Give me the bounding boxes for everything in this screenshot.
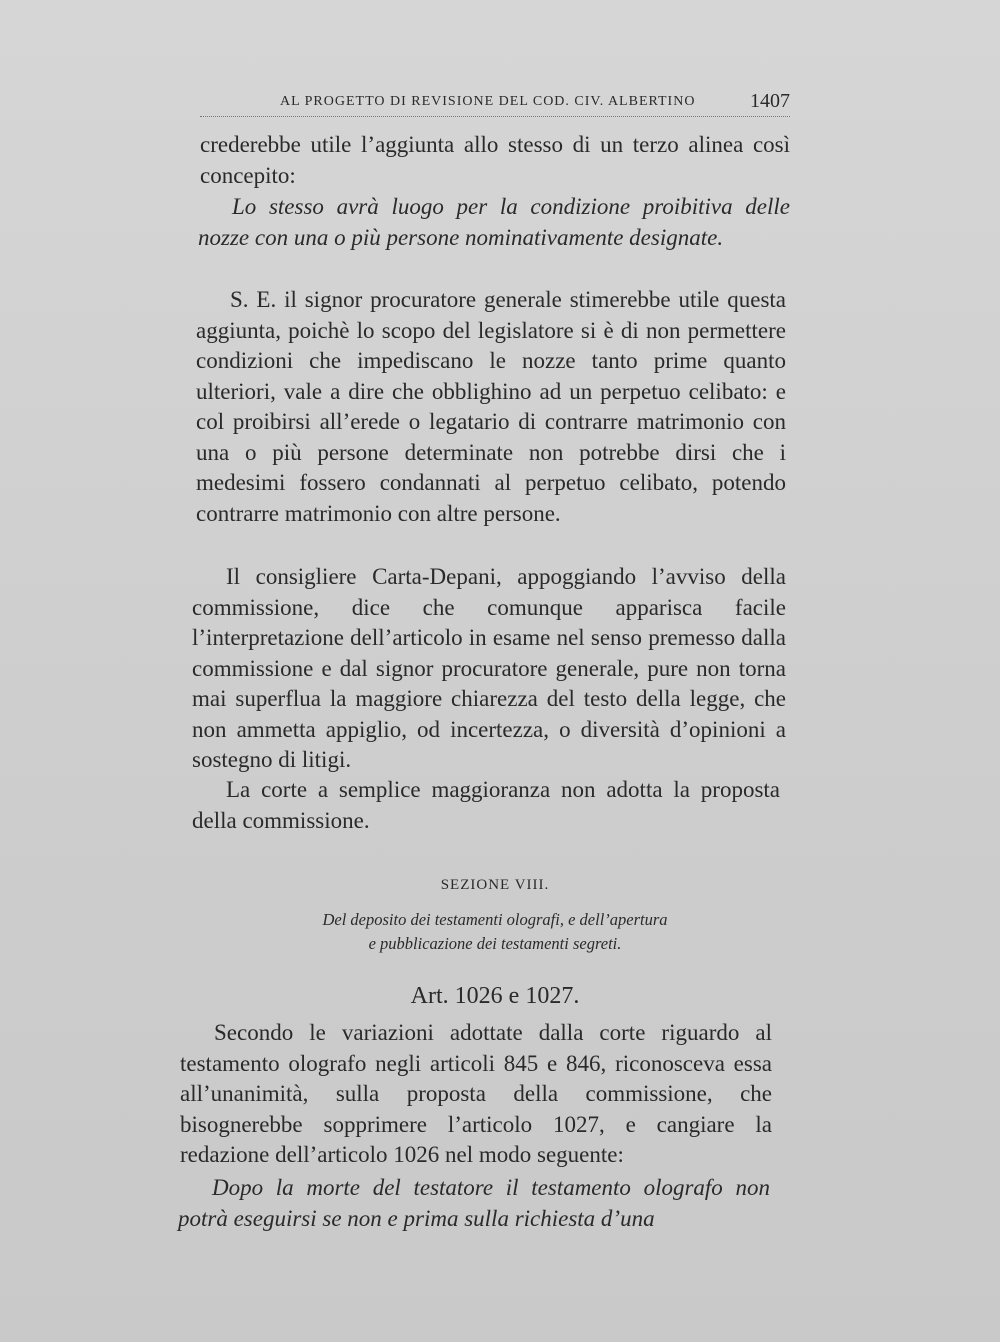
section-title: SEZIONE VIII. bbox=[440, 877, 550, 893]
section-subtitle bbox=[195, 908, 795, 956]
paragraph-carta-depani: Il consigliere Carta-Depani, appoggiando l’avviso della commissione, dice che comunque apparisca facile l’interpretazione dell’articolo in esame nel senso premesso dalla commissione e dal signor procuratore generale, pure non torna mai superflua la maggiore chiarezza del testo della legge, che non ammetta appiglio, od incertezza, o diversità d’opinioni a sostegno di litigi. bbox=[192, 564, 786, 772]
page-number: 1407 bbox=[750, 90, 790, 112]
running-header bbox=[200, 92, 790, 117]
section-subtitle-line2: e pubblicazione dei testamenti segreti. bbox=[368, 934, 622, 953]
article-heading: Art. 1026 e 1027. bbox=[410, 983, 580, 1009]
section-subtitle-line1: Del deposito dei testamenti olografi, e dell’apertura bbox=[322, 910, 668, 929]
running-title: AL PROGETTO DI REVISIONE DEL COD. CIV. ALBERTINO bbox=[280, 94, 696, 109]
paragraph-vote: La corte a semplice maggioranza non adotta la proposta della commissione. bbox=[192, 777, 780, 833]
paragraph-procuratore: S. E. il signor procuratore generale stimerebbe utile questa aggiunta, poichè lo scopo del legislatore si è di non permettere condizioni che impediscano le nozze tanto prime quanto ulteriori, vale a dire che obblighino ad un perpetuo celibato: e col proibirsi all’erede o legatario di contrarre matrimonio con una o più persone determinate non potrebbe dirsi che i medesimi fossero condannati al perpetuo celibato, potendo contrarre matrimonio con altre persone. bbox=[196, 287, 786, 526]
paragraph-continuation: crederebbe utile l’aggiunta allo stesso di un terzo alinea così concepito: bbox=[200, 132, 790, 188]
proposed-text-italic: Lo stesso avrà luogo per la condizione proibitiva delle nozze con una o più persone nominativamente designate. bbox=[198, 194, 790, 250]
proposed-text-article-italic: Dopo la morte del testatore il testamento olografo non potrà eseguirsi se non e prima sulla richiesta d’una bbox=[178, 1175, 770, 1231]
paragraph-article: Secondo le variazioni adottate dalla corte riguardo al testamento olografo negli articoli 845 e 846, riconosceva essa all’unanimità, sulla proposta della commissione, che bisognerebbe sopprimere l’articolo 1027, e cangiare la redazione dell’articolo 1026 nel modo seguente: bbox=[180, 1020, 772, 1167]
